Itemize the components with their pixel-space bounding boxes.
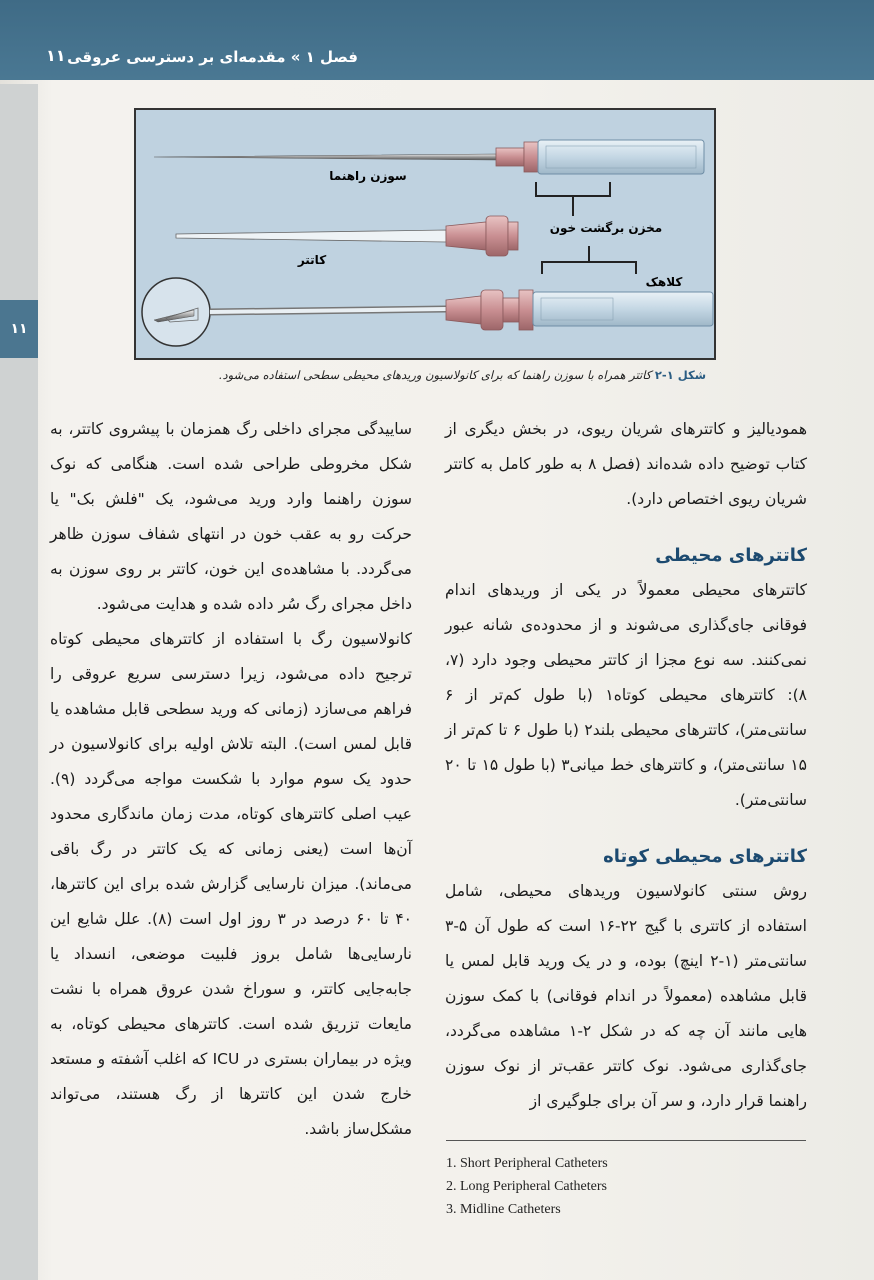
label-catheter: کاتتر — [297, 253, 327, 267]
catheter-drawing — [176, 216, 518, 256]
peripheral-paragraph: کاتترهای محیطی معمولاً در یکی از وریدهای اندام فوقانی جای‌گذاری می‌شوند و از محدوده‌ی شانه عبور نمی‌کنند. سه نوع مجزا از کاتتر محیطی وجود دارد (۷، ۸): کاتترهای محیطی کوتاه۱ (با طول کم‌تر از ۶ سانتی‌متر)، کاتترهای محیطی بلند۲ (با طول ۶ تا کم‌تر از ۱۵ سانتی‌متر)، و کاتترهای خط میانی۳ (با طول ۱۵ تا ۲۰ سانتی‌متر). — [445, 581, 807, 809]
side-page-tab: ۱۱ — [0, 300, 38, 358]
footnote-item: 3. Midline Catheters — [446, 1202, 561, 1217]
catheter-figure — [134, 108, 716, 360]
label-cap: کلاهک — [645, 275, 683, 289]
label-guide-needle: سوزن راهنما — [329, 169, 407, 183]
footnote-item: 2. Long Peripheral Catheters — [446, 1179, 607, 1194]
short-peripheral-paragraph: روش سنتی کانولاسیون وریدهای محیطی، شامل استفاده از کاتتری با گیج ۲۲-۱۶ است که طول آن ۵-۳ سانتی‌متر (۱-۲ اینچ) بوده، و در یک ورید قابل لمس یا قابل مشاهده (معمولاً در اندام فوقانی) با کمک سوزن هایی مانند آن چه که در شکل ۲-۱ مشاهده می‌گردد، جای‌گذاری می‌شود. نوک کاتتر عقب‌تر از نوک سوزن راهنما قرار دارد، و سر آن برای جلوگیری از — [445, 882, 807, 1110]
left-text-column — [50, 412, 412, 1147]
header-page-number: ۱۱ — [46, 46, 66, 65]
section-heading-peripheral: کاتترهای محیطی — [655, 545, 807, 566]
figure-caption-text: کاتتر همراه با سوزن راهنما که برای کانولاسیون وریدهای محیطی سطحی استفاده می‌شود. — [218, 368, 652, 382]
guide-needle-drawing — [154, 140, 704, 174]
page-header — [0, 0, 874, 80]
assembled-catheter-drawing — [142, 278, 713, 346]
chapter-title: فصل ۱ » مقدمه‌ای بر دسترسی عروقی — [67, 48, 358, 66]
left-paragraph-1: ساییدگی مجرای داخلی رگ همزمان با پیشروی کاتتر، به شکل مخروطی طراحی شده است. هنگامی که نوک سوزن راهنما وارد ورید می‌شود، یک "فلش بک" یا حرکت رو به عقب خون در انتهای شفاف سوزن ظاهر می‌گردد. با مشاهده‌ی این خون، کاتتر بر روی سوزن به داخل مجرای رگ سُر داده شده و هدایت می‌شود. — [50, 420, 412, 613]
left-paragraph-2: کانولاسیون رگ با استفاده از کاتترهای محیطی کوتاه ترجیح داده می‌شود، زیرا دسترسی سریع عروقی را فراهم می‌سازد (زمانی که ورید سطحی قابل مشاهده یا قابل لمس است). البته تلاش اولیه برای کانولاسیون در حدود یک سوم موارد با شکست مواجه می‌گردد (۹). عیب اصلی کاتترهای کوتاه، مدت زمان ماندگاری محدود آن‌ها است (یعنی زمانی که یک کاتتر در رگ باقی می‌ماند). میزان نارسایی گزارش شده برای این کاتترها، ۴۰ تا ۶۰ درصد در ۳ روز اول است (۸). علل شایع این نارسایی‌ها شامل بروز فلبیت موضعی، انسداد یا جابه‌جایی کاتتر، و سوراخ شدن عروق همراه با نشت مایعات تزریق شده است. کاتترهای محیطی کوتاه، به ویژه در بیماران بستری در ICU که اغلب آشفته و مستعد خارج شدن این کاتترها از رگ هستند، می‌تواند مشکل‌ساز باشد. — [50, 630, 413, 1138]
figure-caption — [219, 368, 706, 382]
catheter-illustration — [136, 110, 714, 358]
footnote-divider — [446, 1140, 806, 1141]
footnote-item: 1. Short Peripheral Catheters — [446, 1156, 608, 1171]
right-text-column — [445, 412, 807, 1119]
footnotes — [446, 1152, 608, 1221]
label-flashback-chamber: مخزن برگشت خون — [549, 221, 663, 235]
intro-paragraph: همودیالیز و کاتترهای شریان ریوی، در بخش دیگری از کتاب توضیح داده شده‌اند (فصل ۸ به طور کامل به کاتتر شریان ریوی اختصاص دارد). — [445, 420, 808, 508]
section-heading-short-peripheral: کاتترهای محیطی کوتاه — [603, 846, 807, 867]
figure-caption-label: شکل ۱-۲ — [654, 368, 706, 382]
side-margin-strip — [0, 84, 38, 1280]
